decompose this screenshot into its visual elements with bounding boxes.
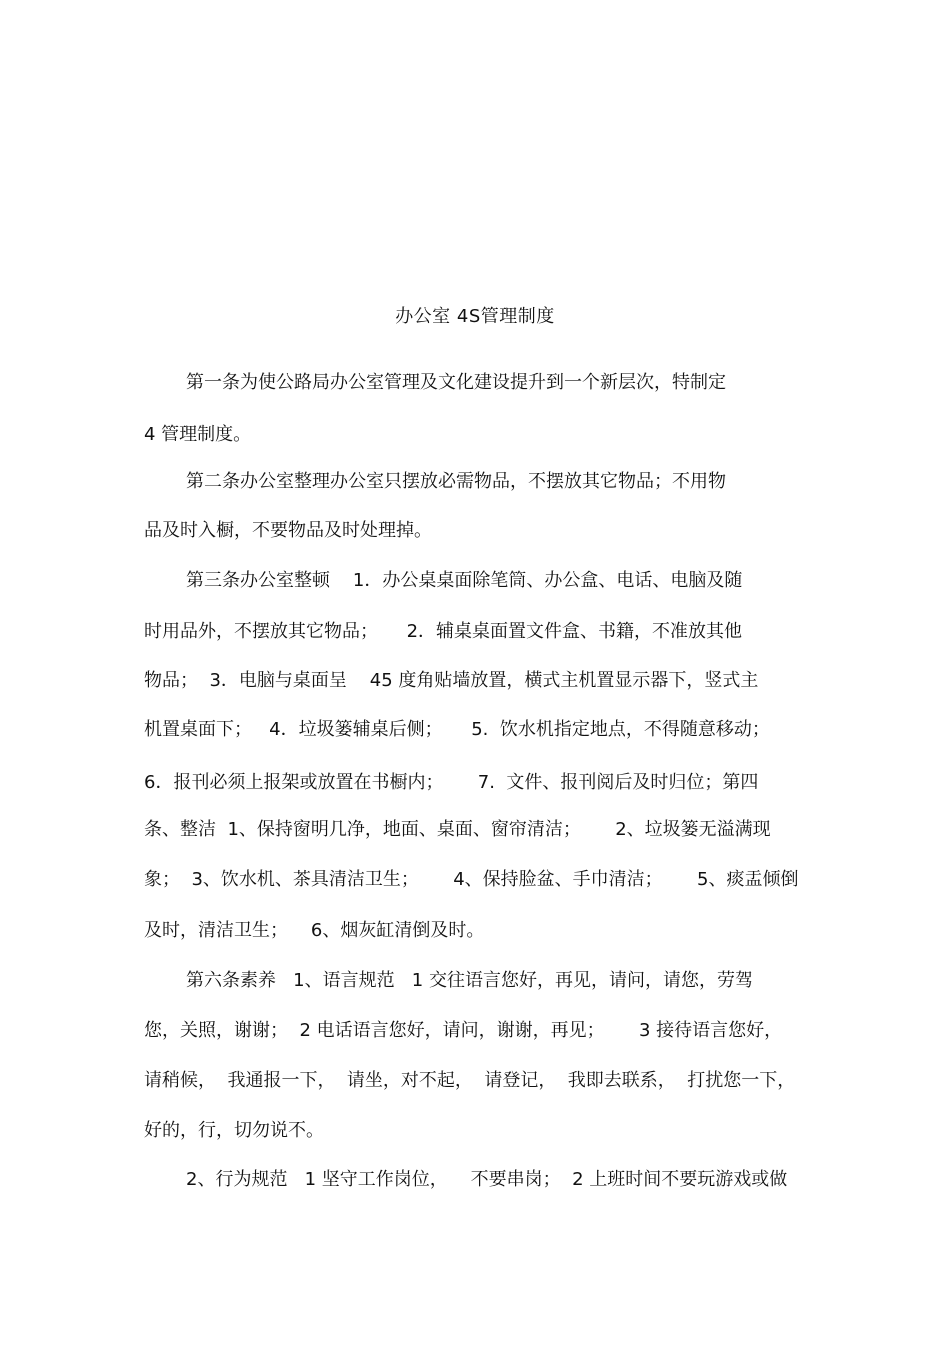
paragraph-line: 品及时入橱，不要物品及时处理掉。 (144, 520, 432, 541)
paragraph-line: 机置桌面下； 4．垃圾篓辅桌后侧； 5. 饮水机指定地点，不得随意移动； (144, 719, 770, 740)
paragraph-line: 您，关照，谢谢； 2 电话语言您好，请问，谢谢，再见； 3 接待语言您好， (144, 1020, 783, 1041)
document-title: 办公室 4S管理制度 (395, 306, 555, 327)
paragraph-line: 4 管理制度。 (144, 424, 252, 445)
paragraph-line: 时用品外，不摆放其它物品； 2．辅桌桌面置文件盒、书籍，不准放其他 (144, 621, 743, 642)
paragraph-line: 第二条办公室整理办公室只摆放必需物品，不摆放其它物品；不用物 (186, 471, 726, 492)
paragraph-line: 第一条为使公路局办公室管理及文化建设提升到一个新层次，特制定 (186, 372, 726, 393)
paragraph-line: 物品； 3．电脑与桌面呈 45 度角贴墙放置，横式主机置显示器下，竖式主 (144, 670, 759, 691)
paragraph-line: 第三条办公室整顿 1．办公桌桌面除笔筒、办公盒、电话、电脑及随 (186, 570, 743, 591)
paragraph-line: 2、行为规范 1 坚守工作岗位， 不要串岗； 2 上班时间不要玩游戏或做 (186, 1169, 788, 1190)
paragraph-line: 请稍候， 我通报一下， 请坐，对不起， 请登记， 我即去联系， 打扰您一下， (144, 1070, 796, 1091)
paragraph-line: 条、整洁 1、保持窗明几净，地面、桌面、窗帘清洁； 2、垃圾篓无溢满现 (144, 819, 771, 840)
paragraph-line: 象； 3、饮水机、茶具清洁卫生； 4、保持脸盆、手巾清洁； 5、痰盂倾倒 (144, 869, 799, 890)
paragraph-line: 第六条素养 1、语言规范 1 交往语言您好，再见，请问，请您，劳驾 (186, 970, 753, 991)
paragraph-line: 6．报刊必须上报架或放置在书橱内； 7. 文件、报刊阅后及时归位；第四 (144, 772, 759, 793)
paragraph-line: 好的，行，切勿说不。 (144, 1120, 324, 1141)
paragraph-line: 及时，清洁卫生； 6、烟灰缸清倒及时。 (144, 920, 485, 941)
